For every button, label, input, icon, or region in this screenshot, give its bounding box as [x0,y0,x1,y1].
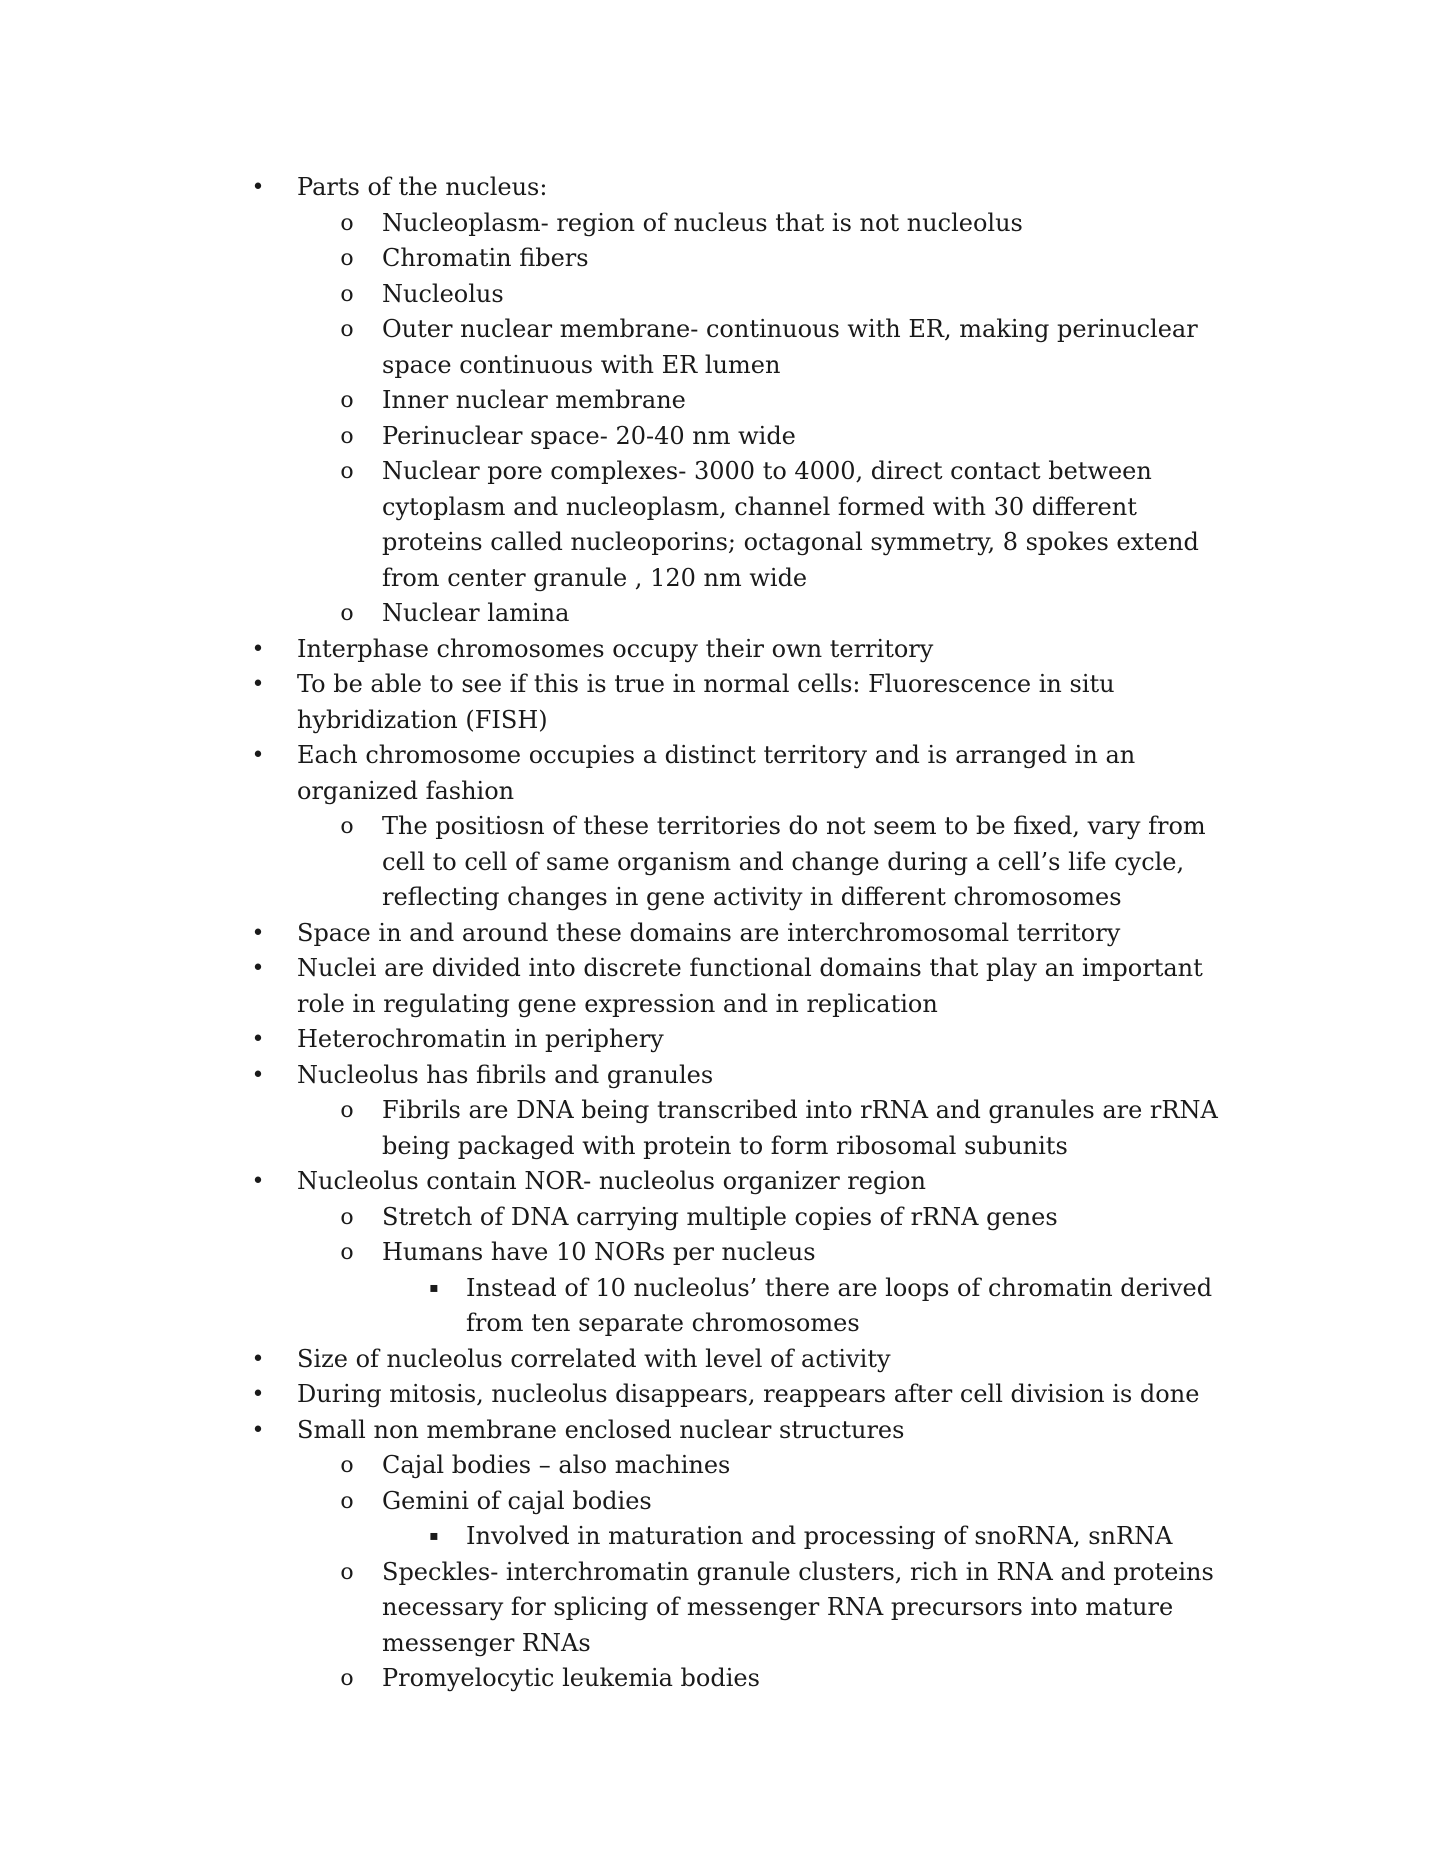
list-item-text: hybridization (FISH) [297,705,548,734]
list-item [0,1200,1456,1236]
list-item [0,241,1456,277]
list-item-text: Speckles- interchromatin granule clusters, rich in RNA and proteins [382,1557,1214,1586]
list-item-text: Small non membrane enclosed nuclear structures [297,1415,905,1444]
list-item [0,632,1456,668]
bullet-level-2-icon: o [340,1240,354,1265]
list-item-text: The positiosn of these territories do not seem to be fixed, vary from [382,812,1206,840]
list-item-text: Nucleolus has fibrils and granules [297,1060,714,1089]
list-item-continuation [0,880,1456,916]
bullet-level-1-icon: • [251,1417,265,1443]
bullet-level-2-icon: o [340,1666,354,1691]
bullet-level-3-icon: ▪ [429,1279,439,1296]
list-item [0,809,1456,845]
list-item-text: necessary for splicing of messenger RNA precursors into mature [382,1593,1174,1621]
bullet-level-1-icon: • [251,956,265,981]
list-item-text: space continuous with ER lumen [382,350,781,379]
list-item-continuation [0,561,1456,597]
list-item-text: Heterochromatin in periphery [297,1025,664,1053]
list-item [0,419,1456,455]
bullet-level-1-icon: • [251,1062,265,1088]
list-item-text: reflecting changes in gene activity in different chromosomes [382,883,1122,911]
list-item-continuation [0,348,1456,384]
list-item [0,916,1456,952]
list-item-continuation [0,703,1456,739]
bullet-level-2-icon: o [340,1204,354,1230]
list-item [0,170,1456,206]
bullet-level-2-icon: o [340,1453,354,1478]
bullet-level-1-icon: • [251,920,265,946]
list-item-text: Chromatin fibers [382,244,589,272]
list-item-text: Parts of the nucleus: [297,173,548,201]
list-item-continuation [0,1129,1456,1165]
list-item [0,1484,1456,1520]
list-item-text: role in regulating gene expression and in replication [297,989,938,1018]
list-item [0,1377,1456,1413]
bullet-level-2-icon: o [340,281,354,307]
list-item-text: Perinuclear space- 20-40 nm wide [382,421,796,450]
list-item-text: proteins called nucleoporins; octagonal symmetry, 8 spokes extend [382,528,1199,556]
list-item [0,596,1456,632]
bullet-level-1-icon: • [251,1027,265,1052]
list-item [0,1271,1456,1307]
list-item [0,383,1456,419]
list-item-text: cell to cell of same organism and change during a cell’s life cycle, [382,847,1185,876]
list-item-continuation [0,987,1456,1023]
list-item [0,1022,1456,1058]
bullet-level-1-icon: • [251,1382,265,1407]
bullet-level-2-icon: o [340,814,354,839]
list-item-text: Each chromosome occupies a distinct territory and is arranged in an [297,741,1136,769]
list-item-continuation [0,774,1456,810]
list-item-text: During mitosis, nucleolus disappears, reappears after cell division is done [297,1380,1200,1408]
bullet-level-1-icon: • [251,1346,265,1372]
list-item-text: Nucleolus contain NOR- nucleolus organizer region [297,1167,926,1195]
list-item [0,277,1456,313]
bullet-level-1-icon: • [251,743,265,768]
list-item [0,1093,1456,1129]
list-item [0,1164,1456,1200]
bullet-level-2-icon: o [340,459,354,484]
bullet-level-2-icon: o [340,317,354,342]
list-item-text: messenger RNAs [382,1628,591,1657]
bullet-level-2-icon: o [340,601,354,626]
bullet-level-2-icon: o [340,246,354,271]
list-item-text: being packaged with protein to form ribosomal subunits [382,1131,1068,1160]
list-item-text: Promyelocytic leukemia bodies [382,1664,760,1692]
list-item-text: from ten separate chromosomes [466,1309,860,1337]
list-item-text: Inner nuclear membrane [382,386,686,414]
list-item [0,667,1456,703]
list-item-text: Nuclear pore complexes- 3000 to 4000, direct contact between [382,457,1152,485]
list-item-text: Humans have 10 NORs per nucleus [382,1238,816,1266]
list-item-text: Gemini of cajal bodies [382,1486,652,1515]
bullet-level-2-icon: o [340,423,354,449]
bullet-level-2-icon: o [340,1488,354,1514]
list-item-text: cytoplasm and nucleoplasm, channel formed with 30 different [382,492,1137,521]
list-item-text: Fibrils are DNA being transcribed into rRNA and granules are rRNA [382,1096,1218,1124]
list-item-continuation [0,525,1456,561]
list-item-text: Stretch of DNA carrying multiple copies of rRNA genes [382,1202,1058,1231]
list-item-text: To be able to see if this is true in normal cells: Fluorescence in situ [297,670,1115,698]
bullet-level-2-icon: o [340,1559,354,1585]
bullet-level-1-icon: • [251,636,265,662]
list-item-text: Outer nuclear membrane- continuous with ER, making perinuclear [382,315,1198,343]
list-item-continuation [0,490,1456,526]
list-item [0,1342,1456,1378]
notes-list [0,170,1456,1697]
bullet-level-2-icon: o [340,210,354,236]
list-item [0,206,1456,242]
list-item-continuation [0,1590,1456,1626]
bullet-level-1-icon: • [251,1169,265,1194]
list-item-text: Nuclei are divided into discrete functional domains that play an important [297,954,1203,982]
list-item [0,738,1456,774]
list-item-text: Nucleolus [382,279,504,308]
list-item [0,454,1456,490]
list-item-text: Space in and around these domains are interchromosomal territory [297,918,1121,947]
list-item-text: from center granule , 120 nm wide [382,563,808,592]
list-item [0,1661,1456,1697]
list-item [0,312,1456,348]
list-item-text: Involved in maturation and processing of snoRNA, snRNA [466,1522,1173,1550]
list-item-text: Instead of 10 nucleolus’ there are loops of chromatin derived [466,1273,1213,1302]
list-item [0,1058,1456,1094]
list-item [0,1519,1456,1555]
list-item [0,1555,1456,1591]
list-item-text: organized fashion [297,776,515,805]
bullet-level-1-icon: • [251,672,265,697]
list-item [0,1448,1456,1484]
list-item-text: Size of nucleolus correlated with level of activity [297,1344,891,1373]
list-item-text: Cajal bodies – also machines [382,1451,731,1479]
list-item [0,951,1456,987]
bullet-level-2-icon: o [340,1098,354,1123]
bullet-level-2-icon: o [340,388,354,413]
list-item-text: Nuclear lamina [382,599,570,627]
list-item-continuation [0,845,1456,881]
list-item-text: Interphase chromosomes occupy their own territory [297,634,934,663]
list-item-continuation [0,1306,1456,1342]
list-item-text: Nucleoplasm- region of nucleus that is not nucleolus [382,208,1023,237]
list-item-continuation [0,1626,1456,1662]
bullet-level-1-icon: • [251,175,265,200]
bullet-level-3-icon: ▪ [429,1528,439,1544]
list-item [0,1413,1456,1449]
list-item [0,1235,1456,1271]
